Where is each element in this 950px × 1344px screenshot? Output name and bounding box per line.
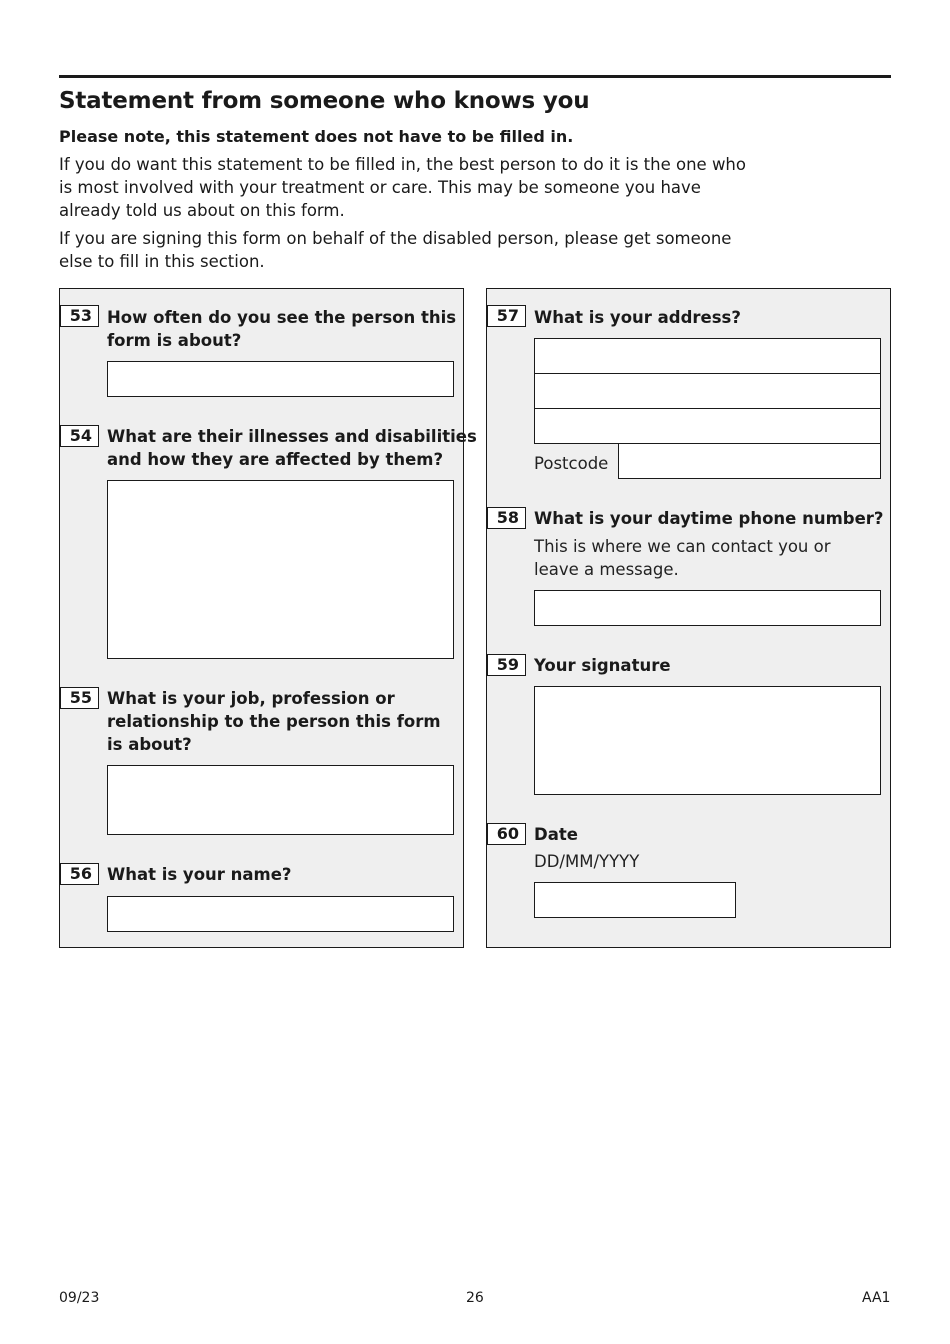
question-59-label: Your signature xyxy=(534,656,671,675)
job-relationship-textarea[interactable] xyxy=(107,765,454,835)
question-number-59: 59 xyxy=(487,654,526,676)
question-60-label: Date xyxy=(534,825,578,844)
question-58-hint-line2: leave a message. xyxy=(534,560,679,579)
date-input[interactable] xyxy=(534,882,736,918)
question-55-label-line1: What is your job, profession or xyxy=(107,689,395,708)
illnesses-disabilities-textarea[interactable] xyxy=(107,480,454,659)
right-question-panel xyxy=(486,288,891,948)
how-often-input[interactable] xyxy=(107,361,454,397)
date-format-hint: DD/MM/YYYY xyxy=(534,852,640,871)
signature-box[interactable] xyxy=(534,686,881,795)
question-57-label: What is your address? xyxy=(534,308,741,327)
question-number-58: 58 xyxy=(487,507,526,529)
question-number-53: 53 xyxy=(60,305,99,327)
phone-number-input[interactable] xyxy=(534,590,881,626)
optional-note: Please note, this statement does not have to be filled in. xyxy=(59,127,574,146)
question-58-label: What is your daytime phone number? xyxy=(534,509,884,528)
question-55-label-line3: is about? xyxy=(107,735,192,754)
form-code: AA1 xyxy=(862,1290,891,1306)
top-rule xyxy=(59,75,891,78)
behalf-paragraph: If you are signing this form on behalf of the disabled person, please get someone else to fill in this section. xyxy=(59,229,732,271)
footer-date-code: 09/23 xyxy=(59,1290,100,1306)
postcode-label: Postcode xyxy=(534,454,609,473)
intro-paragraph: If you do want this statement to be filled in, the best person to do it is the one who is most involved with your treatment or care. This may be someone you have already told us about on this form. xyxy=(59,155,746,220)
question-number-54: 54 xyxy=(60,425,99,447)
question-55-label-line2: relationship to the person this form xyxy=(107,712,441,731)
address-line-1-input[interactable] xyxy=(534,338,881,374)
question-54-label-line2: and how they are affected by them? xyxy=(107,450,444,469)
address-line-2-input[interactable] xyxy=(534,373,881,409)
name-input[interactable] xyxy=(107,896,454,932)
question-58-hint-line1: This is where we can contact you or xyxy=(534,537,831,556)
postcode-input[interactable] xyxy=(618,443,881,479)
question-number-60: 60 xyxy=(487,823,526,845)
left-question-panel xyxy=(59,288,477,948)
question-number-56: 56 xyxy=(60,863,99,885)
question-53-label-line1: How often do you see the person this xyxy=(107,308,457,327)
page-title: Statement from someone who knows you xyxy=(59,88,590,114)
question-53-label-line2: form is about? xyxy=(107,331,242,350)
question-number-55: 55 xyxy=(60,687,99,709)
question-number-57: 57 xyxy=(487,305,526,327)
page-number: 26 xyxy=(466,1290,484,1306)
question-54-label-line1: What are their illnesses and disabilities xyxy=(107,427,477,446)
address-line-3-input[interactable] xyxy=(534,408,881,444)
question-56-label: What is your name? xyxy=(107,865,292,884)
